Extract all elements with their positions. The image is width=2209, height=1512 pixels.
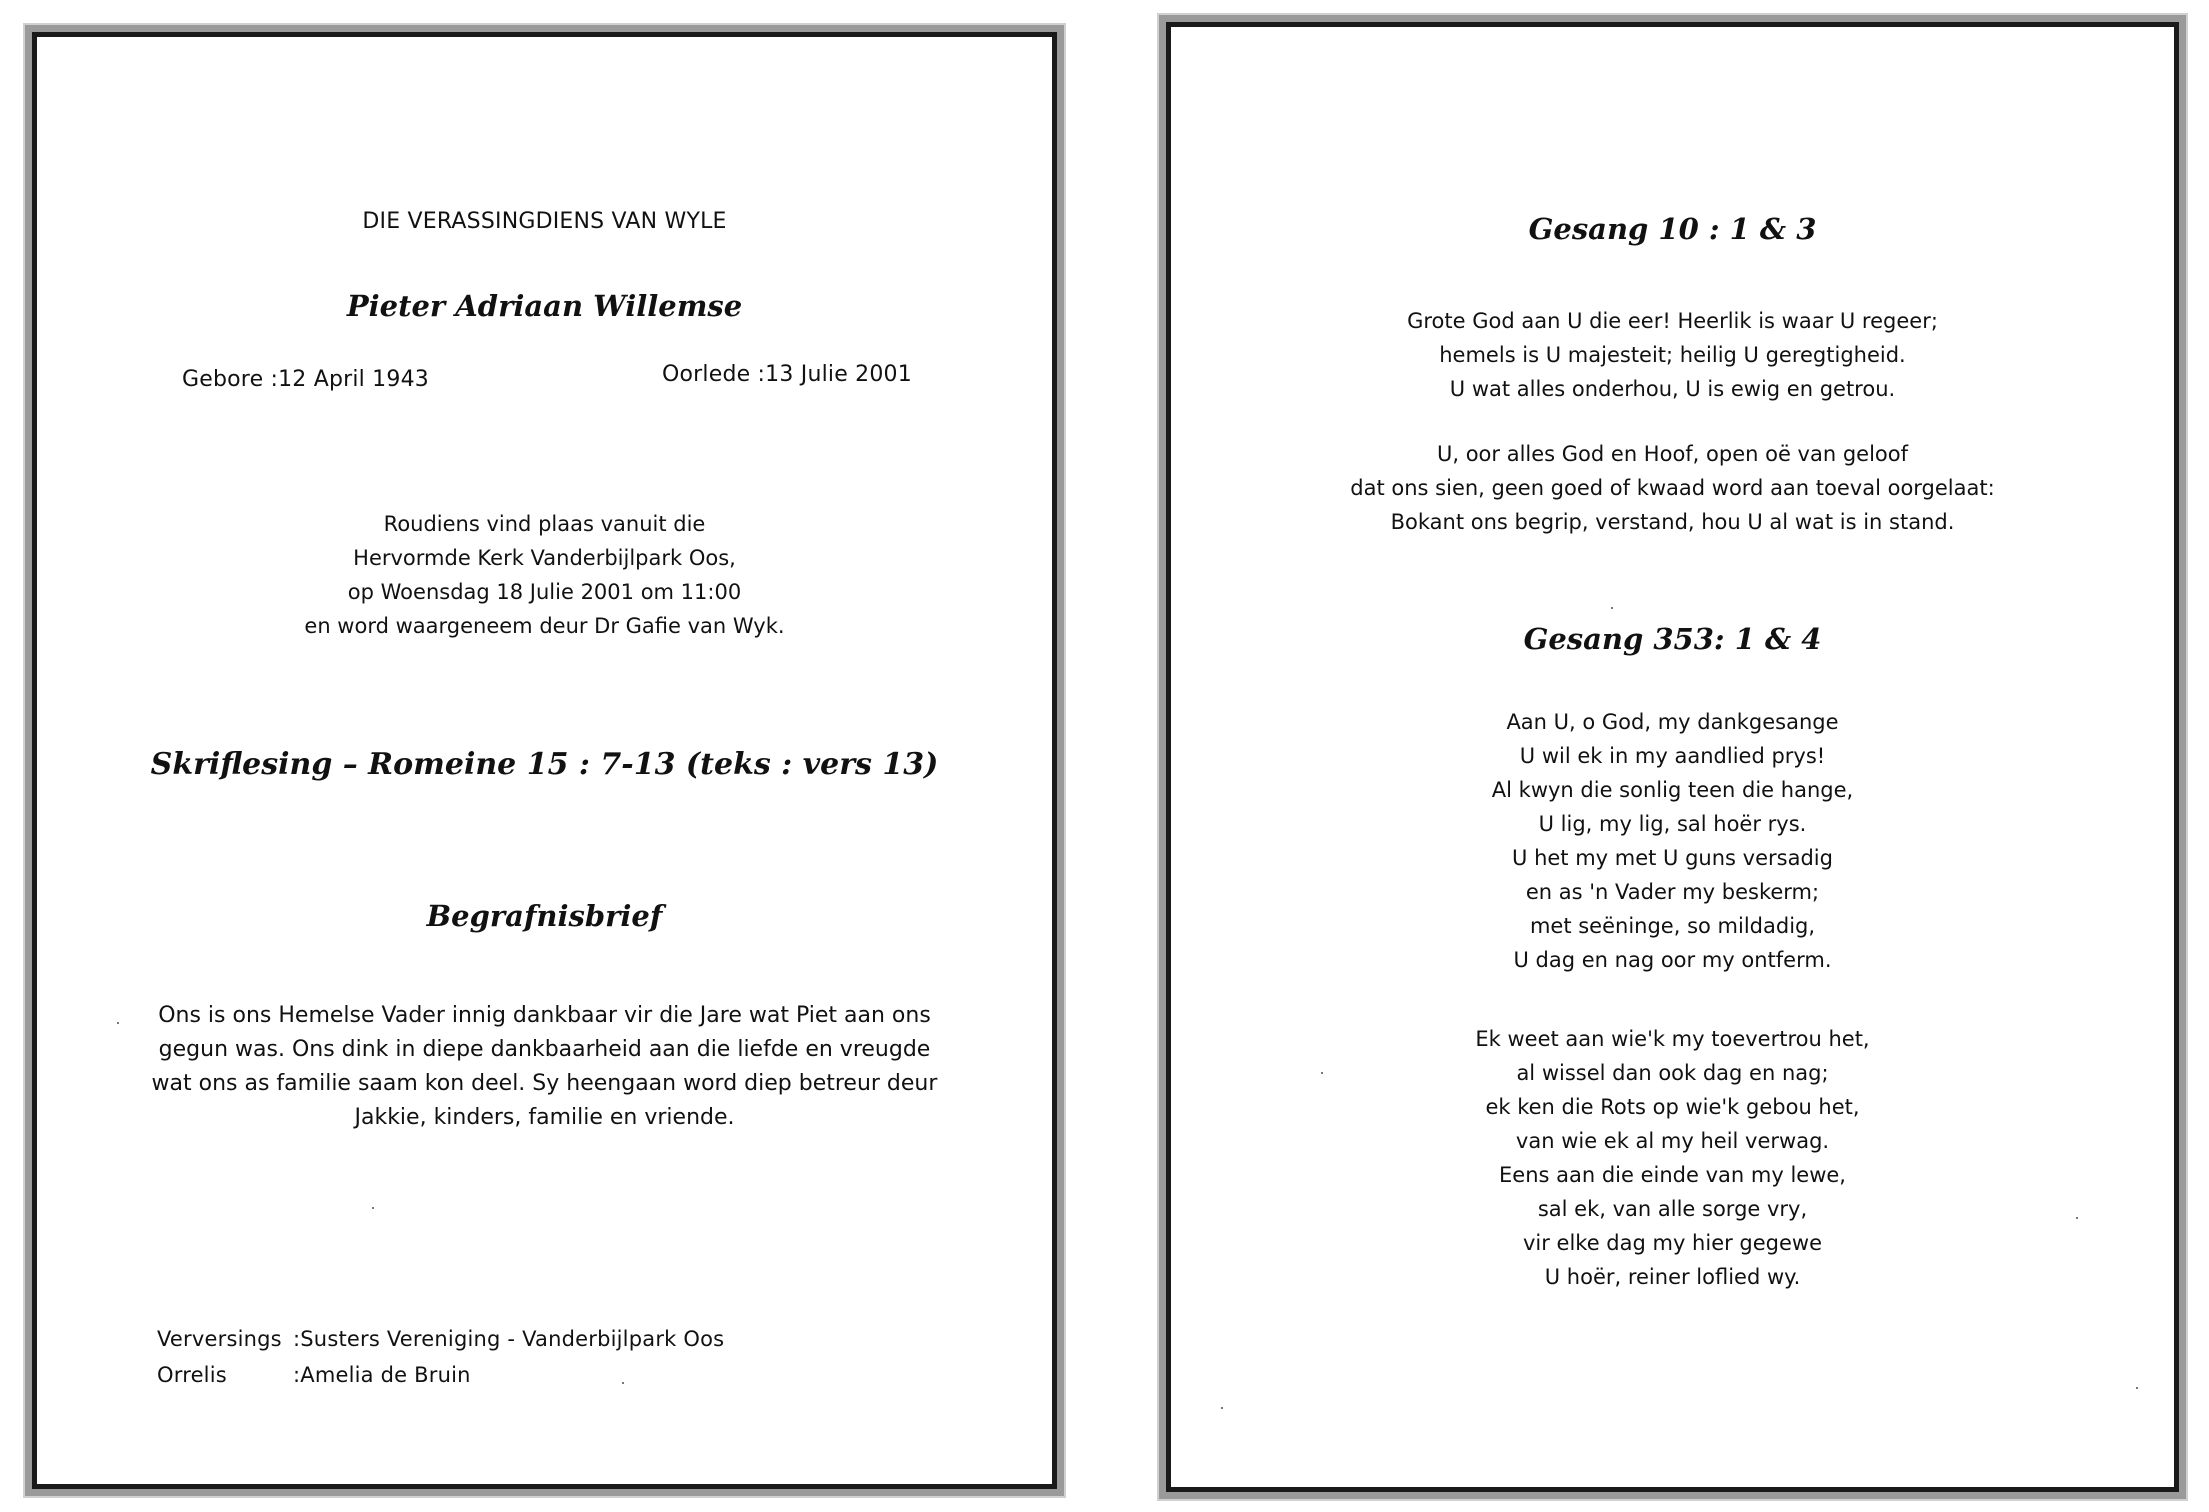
hymn-line: dat ons sien, geen goed of kwaad word aan toeval oorgelaat: xyxy=(1350,476,1995,500)
scan-speck xyxy=(1611,607,1613,609)
service-info-line: Hervormde Kerk Vanderbijlpark Oos, xyxy=(353,546,736,570)
hymn1-stanza-1 xyxy=(1171,304,2174,406)
hymn-line: Aan U, o God, my dankgesange xyxy=(1506,710,1839,734)
hymn-line: met seëninge, so mildadig, xyxy=(1529,914,1816,938)
credit-label-organist: Orrelis xyxy=(157,1363,227,1387)
hymn1-title: Gesang 10 : 1 & 3 xyxy=(1528,212,1817,246)
hymn-line: Al kwyn die sonlig teen die hange, xyxy=(1491,778,1854,802)
deceased-name: Pieter Adriaan Willemse xyxy=(346,289,743,323)
hymn-line: U dag en nag oor my ontferm. xyxy=(1513,948,1832,972)
credit-label-refreshments: Verversings xyxy=(157,1327,282,1351)
hymn-line: vir elke dag my hier gegewe xyxy=(1522,1231,1823,1255)
credit-value-organist: :Amelia de Bruin xyxy=(293,1363,471,1387)
hymn-line: sal ek, van alle sorge vry, xyxy=(1537,1197,1808,1221)
hymn1-stanza-2 xyxy=(1171,437,2174,539)
letter-body xyxy=(37,999,1052,1135)
scan-speck xyxy=(117,1022,119,1024)
hymn-line: Ek weet aan wie'k my toevertrou het, xyxy=(1475,1027,1870,1051)
hymn-line: U het my met U guns versadig xyxy=(1512,846,1833,870)
letter-line: gegun was. Ons dink in diepe dankbaarheid aan die liefde en vreugde xyxy=(158,1037,931,1062)
hymn-line: van wie ek al my heil verwag. xyxy=(1515,1129,1830,1153)
hymn-line: U wil ek in my aandlied prys! xyxy=(1519,744,1826,768)
hymn-line: en as 'n Vader my beskerm; xyxy=(1525,880,1820,904)
scan-speck xyxy=(622,1382,624,1384)
scripture-reading: Skriflesing – Romeine 15 : 7-13 (teks : vers 13) xyxy=(150,747,939,782)
hymn-line: Bokant ons begrip, verstand, hou U al wat is in stand. xyxy=(1390,510,1955,534)
hymn-line: hemels is U majesteit; heilig U geregtigheid. xyxy=(1439,343,1906,367)
hymn-line: U lig, my lig, sal hoër rys. xyxy=(1538,812,1807,836)
hymn-line: Grote God aan U die eer! Heerlik is waar U regeer; xyxy=(1407,309,1938,333)
hymn-line: U, oor alles God en Hoof, open oë van geloof xyxy=(1436,442,1909,466)
hymn2-stanza-1 xyxy=(1171,705,2174,977)
scan-speck xyxy=(372,1207,374,1209)
letter-heading: Begrafnisbrief xyxy=(426,899,663,933)
letter-line: Jakkie, kinders, familie en vriende. xyxy=(354,1105,735,1130)
letter-line: wat ons as familie saam kon deel. Sy heengaan word diep betreur deur xyxy=(151,1071,938,1096)
service-info-line: op Woensdag 18 Julie 2001 om 11:00 xyxy=(347,580,742,604)
hymn2-stanza-2 xyxy=(1171,1022,2174,1294)
scan-speck xyxy=(2076,1217,2078,1219)
scan-speck xyxy=(2136,1387,2138,1389)
hymn-line: al wissel dan ook dag en nag; xyxy=(1516,1061,1829,1085)
hymn-line: Eens aan die einde van my lewe, xyxy=(1499,1163,1846,1187)
hymn-line: U hoër, reiner loflied wy. xyxy=(1544,1265,1801,1289)
service-info-line: Roudiens vind plaas vanuit die xyxy=(383,512,706,536)
hymn2-title: Gesang 353: 1 & 4 xyxy=(1523,622,1822,656)
hymn-line: U wat alles onderhou, U is ewig en getrou. xyxy=(1449,377,1896,401)
hymn-line: ek ken die Rots op wie'k gebou het, xyxy=(1485,1095,1860,1119)
service-title: DIE VERASSINGDIENS VAN WYLE xyxy=(362,209,727,234)
letter-line: Ons is ons Hemelse Vader innig dankbaar vir die Jare wat Piet aan ons xyxy=(158,1003,931,1028)
service-info xyxy=(37,507,1052,643)
scan-speck xyxy=(1321,1072,1323,1074)
left-page xyxy=(32,32,1057,1489)
scan-speck xyxy=(1221,1407,1223,1409)
right-page xyxy=(1166,22,2179,1492)
birth-date: Gebore :12 April 1943 xyxy=(182,367,429,392)
death-date: Oorlede :13 Julie 2001 xyxy=(662,362,912,387)
credit-value-refreshments: :Susters Vereniging - Vanderbijlpark Oos xyxy=(293,1327,725,1351)
service-info-line: en word waargeneem deur Dr Gafie van Wyk. xyxy=(304,614,785,638)
